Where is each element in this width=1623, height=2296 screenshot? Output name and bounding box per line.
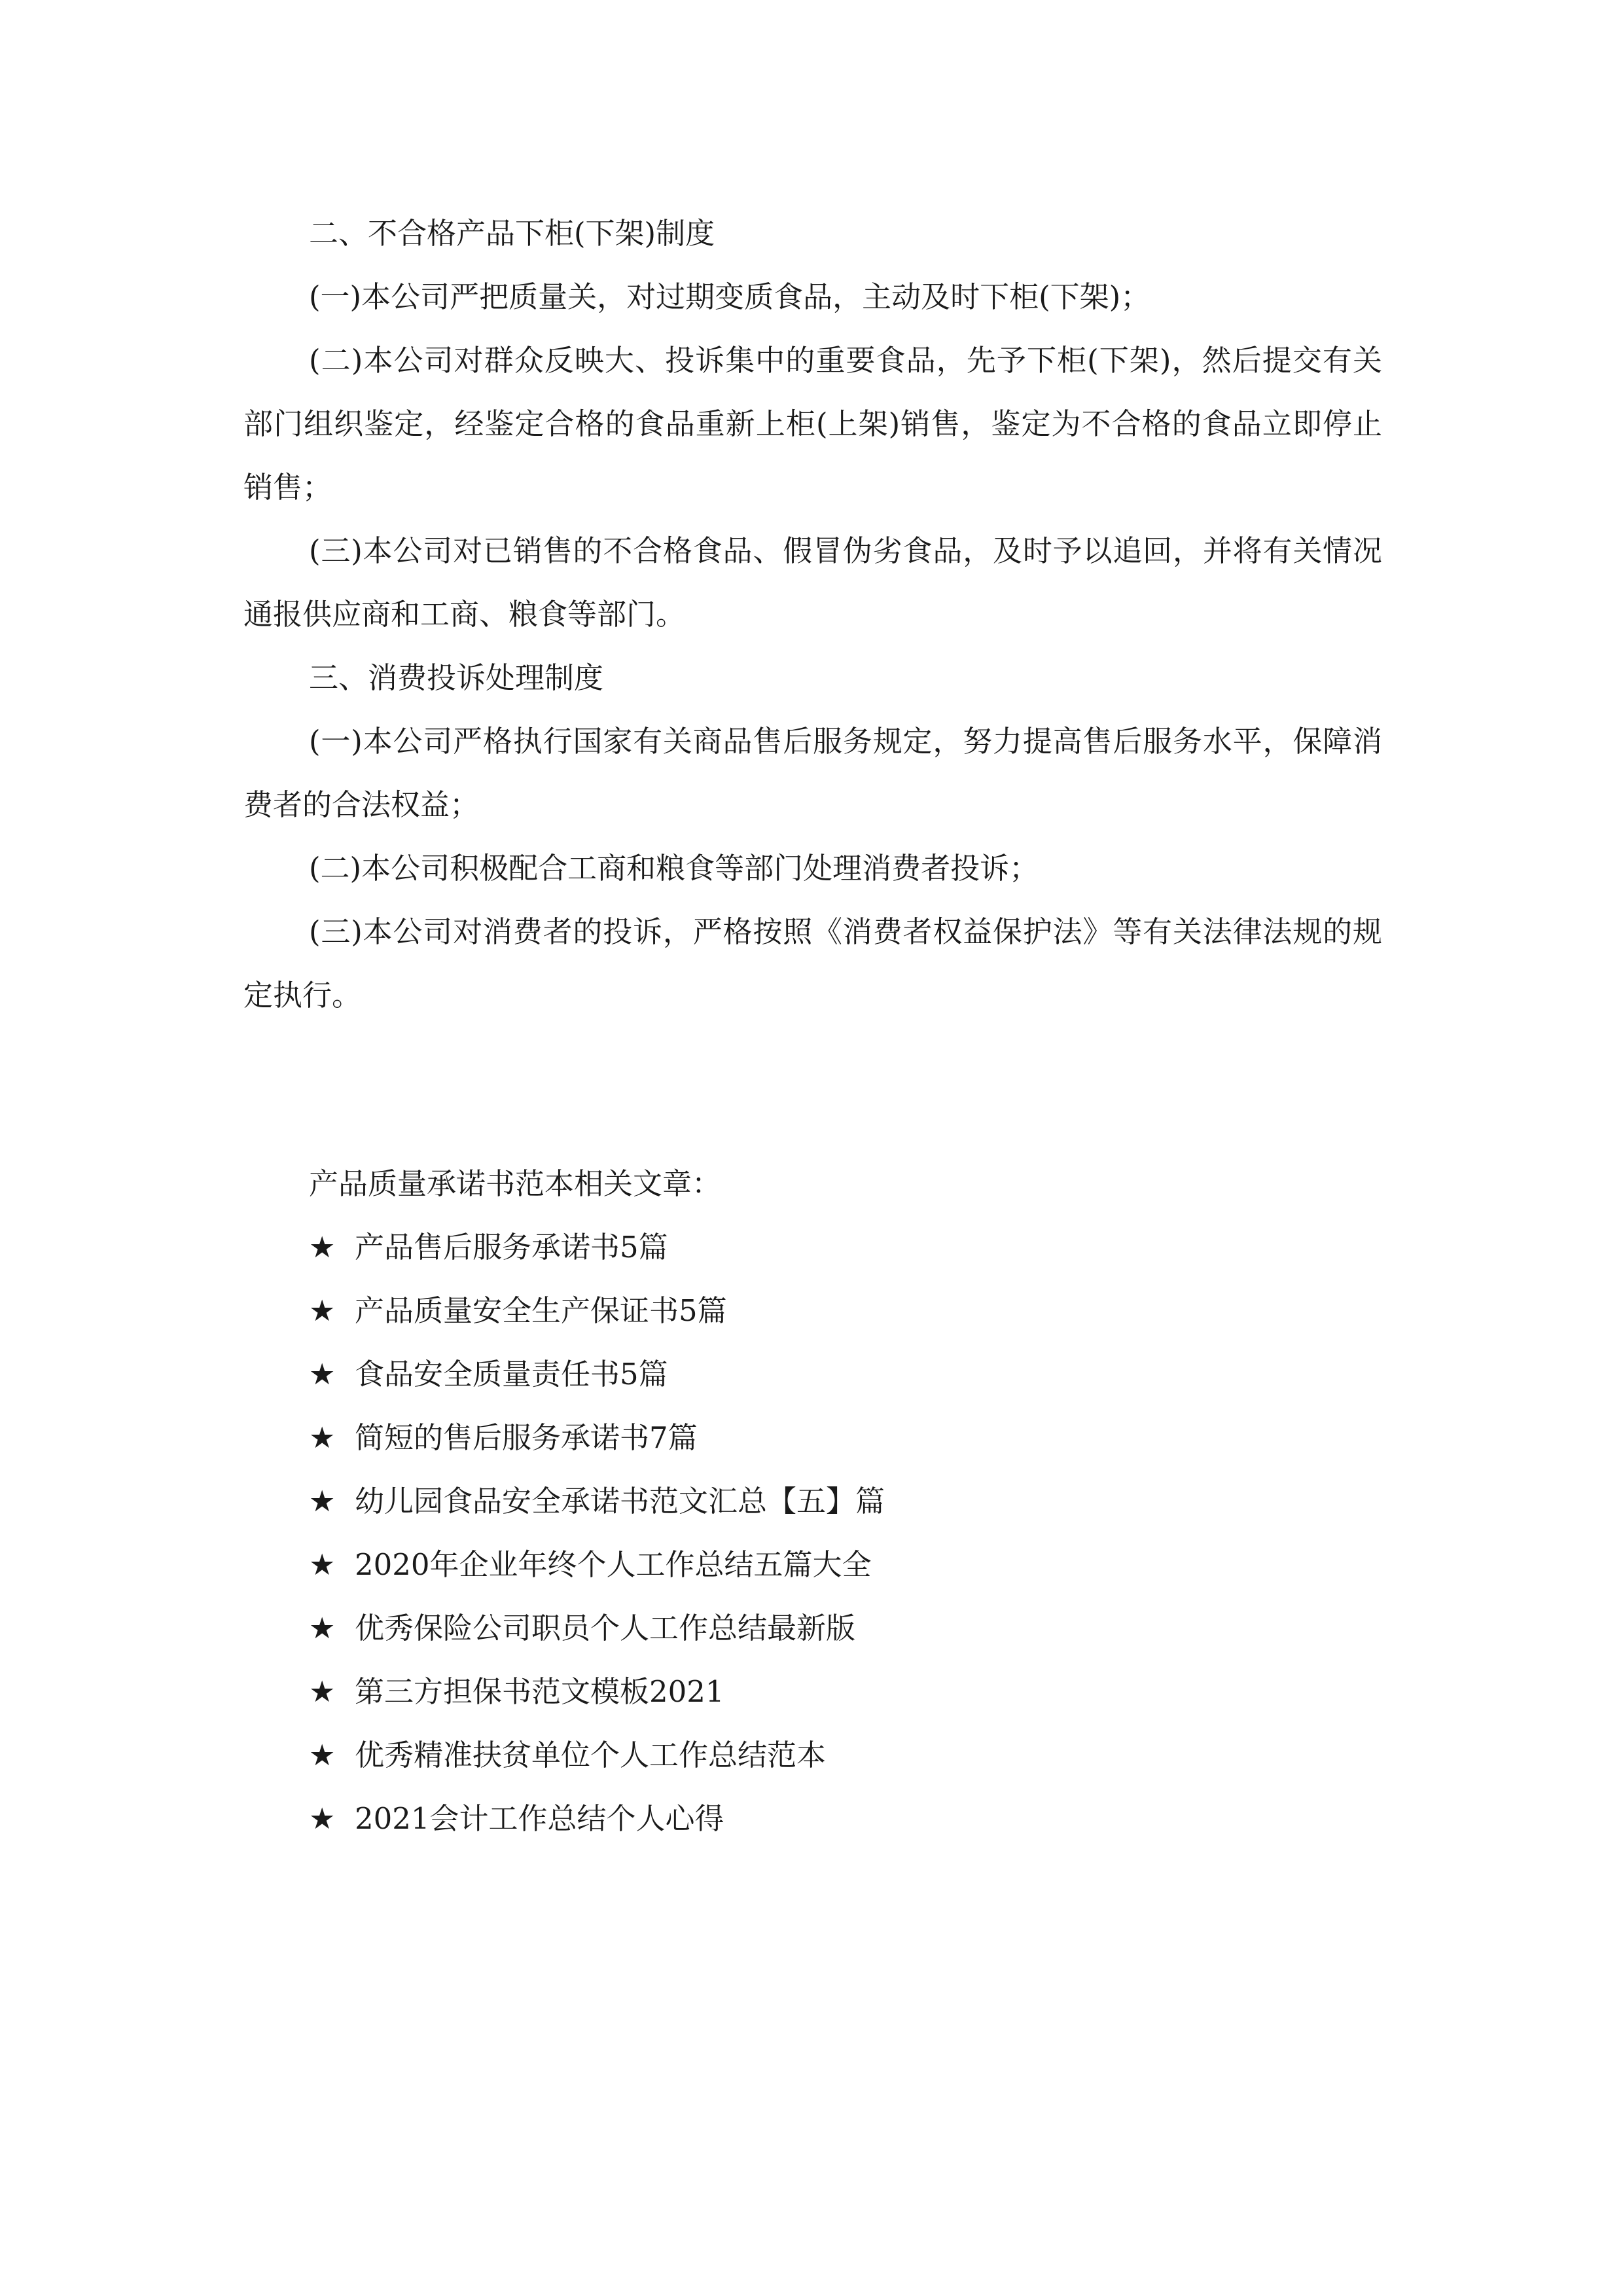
- related-article-item[interactable]: [309, 1533, 1382, 1596]
- paragraph-item: (二)本公司对群众反映大、投诉集中的重要食品，先予下柜(下架)，然后提交有关部门组织鉴定，经鉴定合格的食品重新上柜(上架)销售，鉴定为不合格的食品立即停止销售；: [243, 343, 1382, 505]
- related-article-item[interactable]: [309, 1723, 1382, 1787]
- star-icon: ★: [309, 1357, 336, 1391]
- star-icon: ★: [309, 1674, 336, 1709]
- star-icon: ★: [309, 1611, 336, 1645]
- star-icon: ★: [309, 1230, 336, 1265]
- related-article-item[interactable]: [309, 1342, 1382, 1406]
- document-body: [243, 202, 1382, 1027]
- related-articles: [309, 1152, 1382, 1850]
- related-article-item[interactable]: [309, 1660, 1382, 1723]
- related-article-link[interactable]: 简短的售后服务承诺书7篇: [355, 1420, 698, 1455]
- star-icon: ★: [309, 1801, 336, 1836]
- related-article-item[interactable]: [309, 1406, 1382, 1469]
- paragraph-item: (三)本公司对消费者的投诉，严格按照《消费者权益保护法》等有关法律法规的规定执行。: [243, 914, 1382, 1013]
- related-article-item[interactable]: [309, 1596, 1382, 1660]
- related-article-link[interactable]: 幼儿园食品安全承诺书范文汇总【五】篇: [355, 1484, 885, 1518]
- star-icon: ★: [309, 1547, 336, 1582]
- section-heading-unqualified-products: 二、不合格产品下柜(下架)制度: [309, 216, 715, 251]
- related-article-item[interactable]: [309, 1215, 1382, 1279]
- star-icon: ★: [309, 1484, 336, 1518]
- related-article-item[interactable]: [309, 1787, 1382, 1850]
- paragraph-item: (一)本公司严把质量关，对过期变质食品，主动及时下柜(下架)；: [309, 279, 1150, 314]
- related-article-link[interactable]: 2021会计工作总结个人心得: [355, 1801, 724, 1836]
- related-article-link[interactable]: 产品质量安全生产保证书5篇: [355, 1293, 727, 1328]
- paragraph-item: (一)本公司严格执行国家有关商品售后服务规定，努力提高售后服务水平，保障消费者的合法权益；: [243, 724, 1382, 822]
- related-article-link[interactable]: 食品安全质量责任书5篇: [355, 1357, 668, 1391]
- related-article-item[interactable]: [309, 1469, 1382, 1533]
- related-article-link[interactable]: 第三方担保书范文模板2021: [355, 1674, 724, 1709]
- star-icon: ★: [309, 1738, 336, 1772]
- paragraph-item: (二)本公司积极配合工商和粮食等部门处理消费者投诉；: [309, 851, 1039, 886]
- related-article-item[interactable]: [309, 1279, 1382, 1342]
- section-heading-complaint-handling: 三、消费投诉处理制度: [309, 660, 604, 695]
- star-icon: ★: [309, 1293, 336, 1328]
- star-icon: ★: [309, 1420, 336, 1455]
- paragraph-item: (三)本公司对已销售的不合格食品、假冒伪劣食品，及时予以追回，并将有关情况通报供应商和工商、粮食等部门。: [243, 533, 1382, 632]
- related-article-link[interactable]: 产品售后服务承诺书5篇: [355, 1230, 668, 1265]
- related-article-link[interactable]: 2020年企业年终个人工作总结五篇大全: [355, 1547, 872, 1582]
- related-article-link[interactable]: 优秀精准扶贫单位个人工作总结范本: [355, 1738, 827, 1772]
- related-articles-title: 产品质量承诺书范本相关文章：: [309, 1166, 722, 1201]
- related-article-link[interactable]: 优秀保险公司职员个人工作总结最新版: [355, 1611, 856, 1645]
- related-articles-list: [309, 1215, 1382, 1850]
